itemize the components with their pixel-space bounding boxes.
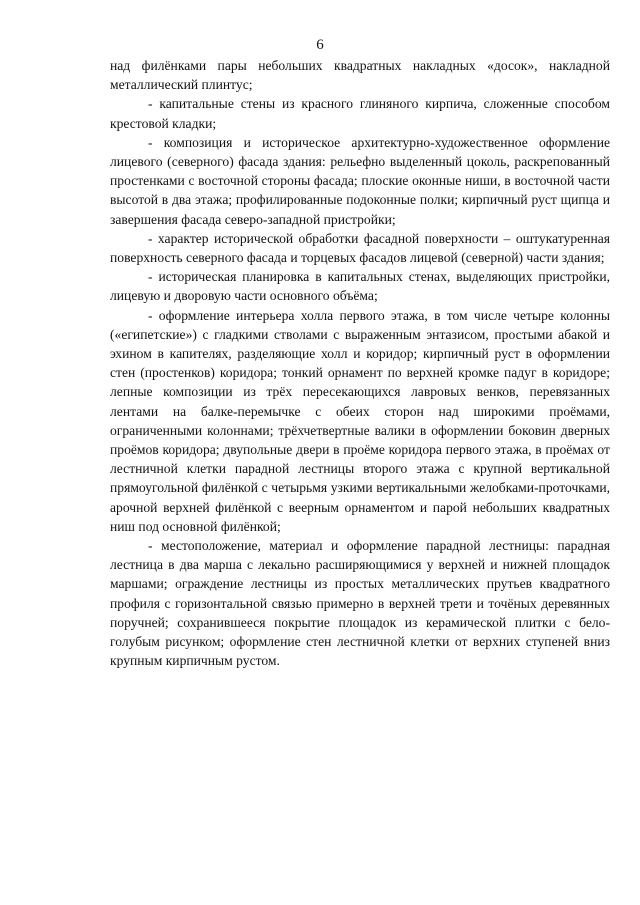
document-body: [110, 56, 610, 671]
paragraph-continuation: над филёнками пары небольших квадратных накладных «досок», накладной металлический плинтус;: [110, 58, 610, 93]
paragraph-facade-composition: - композиция и историческое архитектурно-художественное оформление лицевого (северного) фасада здания: рельефно выделенный цоколь, раскрепованный простенками с восточной стороны фасада; плоские оконные ниши, в восточной части высотой в два этажа; профилированные подоконные полки; кирпичный руст щипца и завершения фасада северо-западной пристройки;: [110, 134, 610, 227]
paragraph-facade-finish: - характер исторической обработки фасадной поверхности – оштукатуренная поверхность северного фасада и торцевых фасадов лицевой (северной) части здания;: [110, 230, 610, 266]
paragraph-hall-interior: - оформление интерьера холла первого этажа, в том числе четыре колонны («египетские») с гладкими стволами с выраженным энтазисом, простыми абакой и эхином в капителях, разделяющие холл и коридор; кирпичный руст в оформлении стен (простенков) коридора; тонкий орнамент по верхней кромке падуг в коридоре; лепные композиции из трёх пересекающихся лавровых венков, перевязанных лентами на балке-перемычке с обеих сторон над широкими проёмами, ограниченными колоннами; трёхчетвертные валики в оформлении боковин дверных проёмов коридора; двупольные двери в проёме коридора первого этажа, в проёмах от лестничной клетки парадной лестницы второго этажа с крупной вертикальной прямоугольной филёнкой с четырьмя узкими вертикальными желобками-проточками, арочной верхней филёнкой с веерным орнаментом и парой небольших квадратных ниш под основной филёнкой;: [110, 307, 610, 534]
paragraph-staircase: - местоположение, материал и оформление парадной лестницы: парадная лестница в два марша с лекально расширяющимися у верхней и нижней площадок маршами; ограждение лестницы из простых металлических прутьев квадратного профиля с горизонтальной связью примерно в верхней трети и точёных деревянных поручней; сохранившееся покрытие площадок из керамической плитки с бело-голубым рисунком; оформление стен лестничной клетки от верхних ступеней вниз крупным кирпичным рустом.: [110, 538, 610, 669]
paragraph-layout: - историческая планировка в капитальных стенах, выделяющих пристройки, лицевую и дворовую части основного объёма;: [110, 269, 610, 304]
page-number: 6: [316, 37, 324, 53]
paragraph-walls: - капитальные стены из красного глиняного кирпича, сложенные способом крестовой кладки;: [110, 96, 610, 131]
